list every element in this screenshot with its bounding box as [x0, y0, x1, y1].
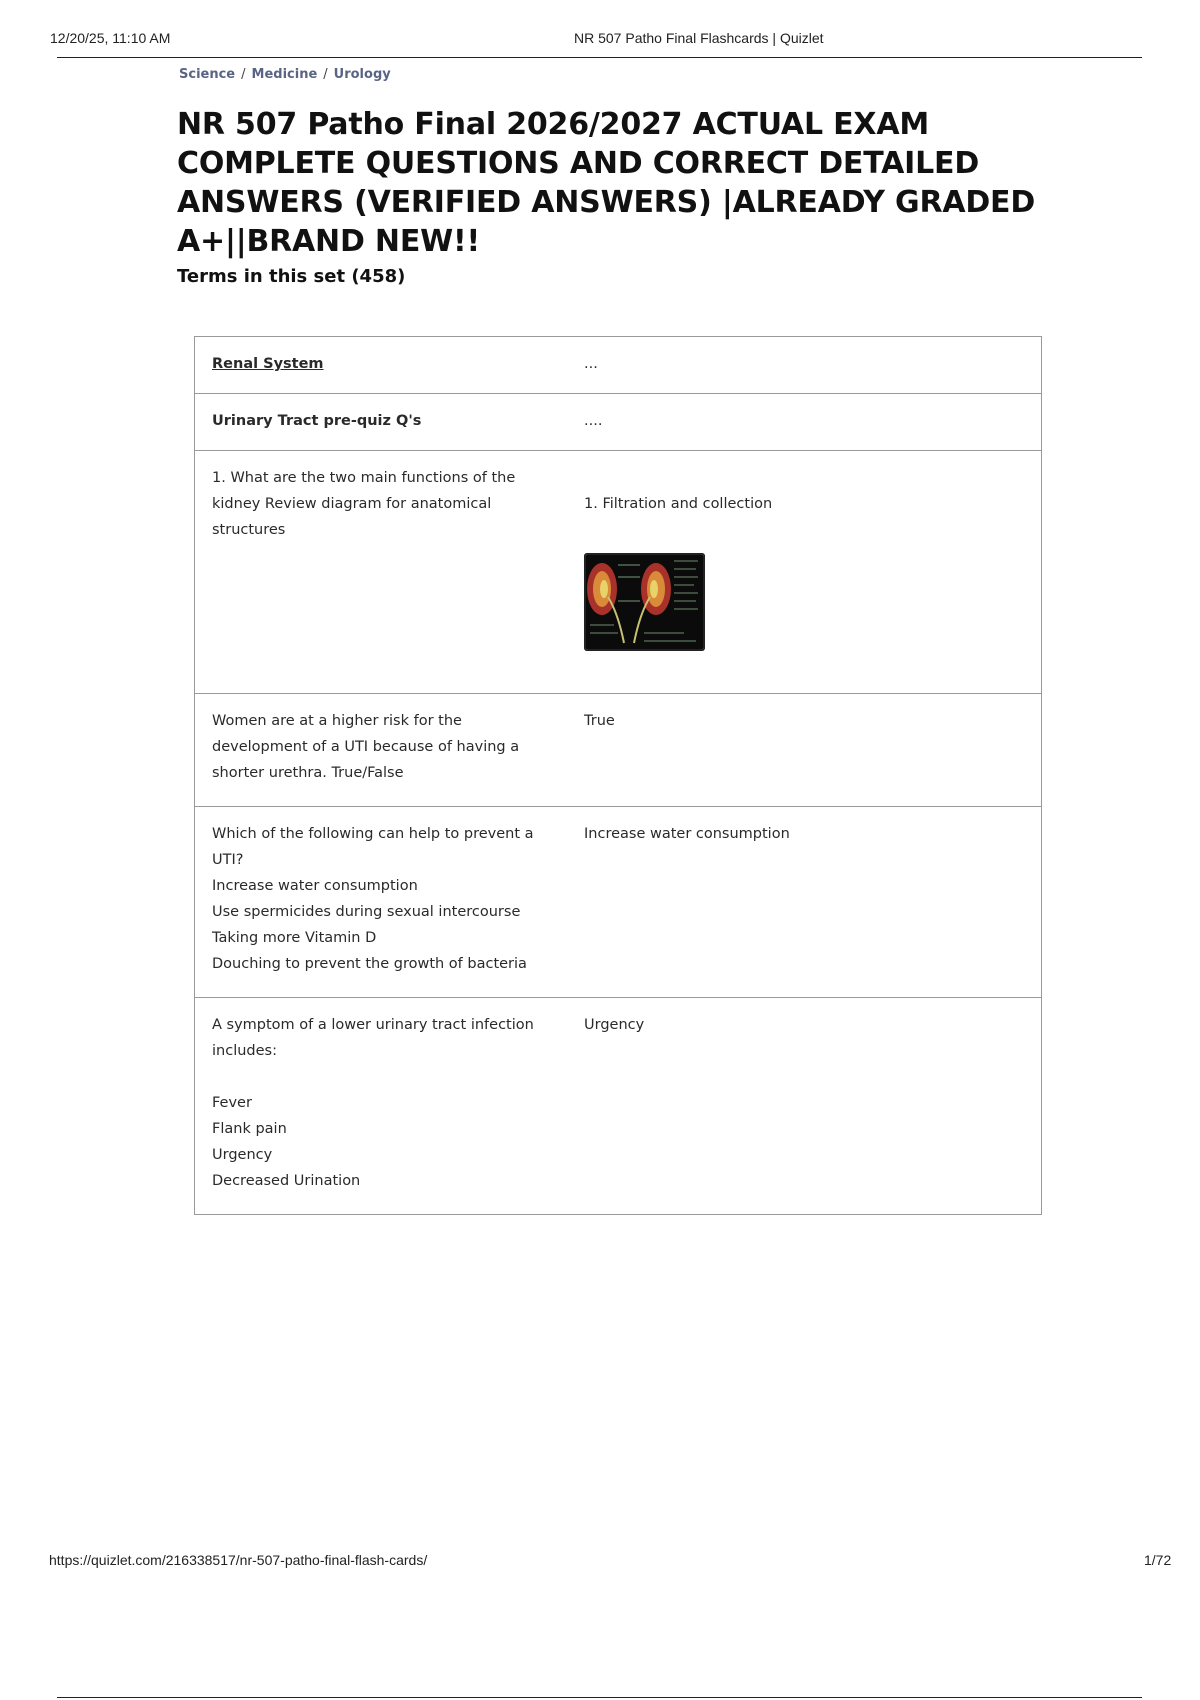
- terms-table: [194, 336, 1042, 1215]
- breadcrumb-item-urology[interactable]: Urology: [333, 67, 391, 82]
- breadcrumb-separator: /: [323, 67, 328, 82]
- kidney-anatomy-diagram[interactable]: [584, 553, 705, 651]
- term-cell: Women are at a higher risk for the development of a UTI because of having a shorter urethra. True/False: [195, 694, 569, 807]
- breadcrumb-item-medicine[interactable]: Medicine: [251, 67, 318, 82]
- table-row: [195, 998, 1042, 1215]
- breadcrumb-separator: /: [241, 67, 246, 82]
- print-datetime: 12/20/25, 11:10 AM: [50, 30, 171, 46]
- term-cell: 1. What are the two main functions of the kidney Review diagram for anatomical structures: [195, 451, 569, 694]
- term-cell: A symptom of a lower urinary tract infection includes: Fever Flank pain Urgency Decreased Urination: [195, 998, 569, 1215]
- terms-count: Terms in this set (458): [177, 266, 406, 287]
- footer-divider: [57, 1697, 1142, 1698]
- page-indicator: 1/72: [1144, 1552, 1172, 1568]
- breadcrumb-item-science[interactable]: Science: [179, 67, 236, 82]
- table-row: [195, 694, 1042, 807]
- page-title: NR 507 Patho Final 2026/2027 ACTUAL EXAM COMPLETE QUESTIONS AND CORRECT DETAILED ANSWERS (VERIFIED ANSWERS) |ALREADY GRADED A+||BRAND NEW!!: [177, 107, 1036, 259]
- table-row: [195, 394, 1042, 451]
- print-header: [0, 30, 1200, 50]
- table-row: [195, 337, 1042, 394]
- table-row: [195, 451, 1042, 694]
- definition-cell: Urgency: [568, 998, 1042, 1215]
- definition-cell: Increase water consumption: [568, 807, 1042, 998]
- definition-cell: ...: [568, 337, 1042, 394]
- term-cell: Which of the following can help to prevent a UTI? Increase water consumption Use spermicides during sexual intercourse Taking more Vitamin D Douching to prevent the growth of bacteria: [195, 807, 569, 998]
- definition-cell: [568, 451, 1042, 694]
- term-cell: [195, 337, 569, 394]
- table-row: [195, 807, 1042, 998]
- definition-cell: ....: [568, 394, 1042, 451]
- print-tab-title: NR 507 Patho Final Flashcards | Quizlet: [574, 30, 824, 46]
- print-url: https://quizlet.com/216338517/nr-507-patho-final-flash-cards/: [49, 1552, 428, 1568]
- header-divider: [57, 57, 1142, 58]
- term-cell: [195, 394, 569, 451]
- term-text: Renal System: [212, 356, 324, 372]
- definition-cell: True: [568, 694, 1042, 807]
- breadcrumb: [179, 67, 391, 82]
- term-text: Urinary Tract pre-quiz Q's: [212, 413, 422, 429]
- definition-text: 1. Filtration and collection: [584, 496, 773, 512]
